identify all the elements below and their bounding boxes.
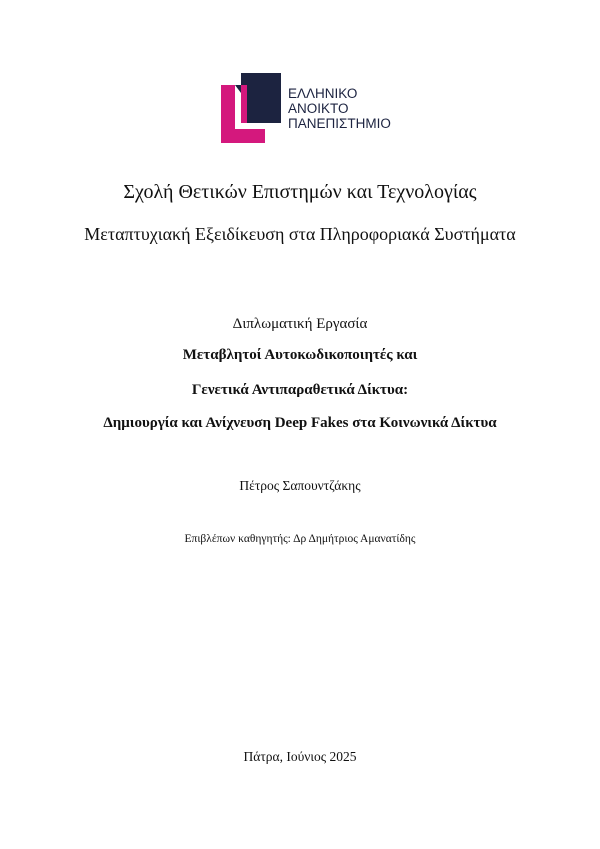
thesis-title-line-2: Γενετικά Αντιπαραθετικά Δίκτυα: [191,382,409,398]
university-logo-wordmark [288,86,391,131]
place-and-date: Πάτρα, Ιούνιος 2025 [243,749,357,764]
logo-line-1: ΕΛΛΗΝΙΚΟ [288,86,358,101]
logo-line-2: ΑΝΟΙΚΤΟ [288,101,349,116]
supervisor: Επιβλέπων καθηγητής: Δρ Δημήτριος Αμανατίδης [184,533,416,545]
school-name: Σχολή Θετικών Επιστημών και Τεχνολογίας [123,181,477,203]
thesis-type: Διπλωματική Εργασία [232,316,368,332]
logo-line-3: ΠΑΝΕΠΙΣΤΗΜΙΟ [288,116,391,131]
thesis-title-line-3: Δημιουργία και Ανίχνευση Deep Fakes στα Κοινωνικά Δίκτυα [103,415,497,431]
thesis-title-line-1: Μεταβλητοί Αυτοκωδικοποιητές και [182,347,418,363]
university-logo-icon [221,71,283,143]
program-name: Μεταπτυχιακή Εξειδίκευση στα Πληροφοριακά Συστήματα [84,224,516,244]
author-name: Πέτρος Σαπουντζάκης [239,478,361,493]
university-logo [221,71,411,143]
